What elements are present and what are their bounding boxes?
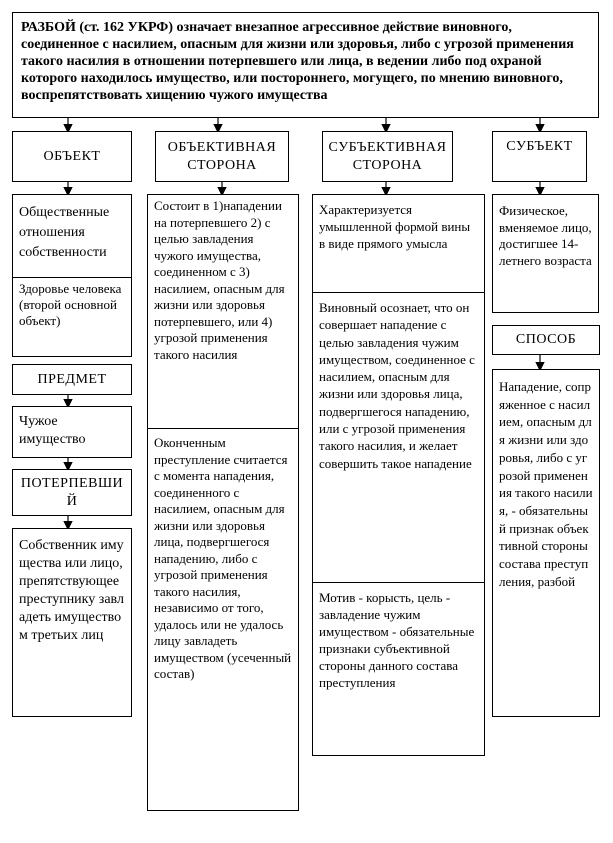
definition-text: РАЗБОЙ (ст. 162 УКРФ) означает внезапное агрессивное действие виновного, соединенное с насилием, опасным для жизни или здоровья, либо с угрозой применения такого насилия в отношении потерпевшего или лица, в ведении либо под охраной которого находилось имущество, или постороннего, могущего, по мнению виновного, воспрепятствовать хищению чужого имущества xyxy=(21,20,574,103)
victim-header xyxy=(12,469,132,516)
subject-content-box xyxy=(492,194,599,313)
objective-item-composition: Состоит в 1)нападении на потерпевшего 2) с целью завладения чужого имущества, соединенном с 3) насилием, опасным для жизни или здоровья потерпевшего, или 4) угрозой применения такого насилия xyxy=(154,198,285,362)
object-item-main: Общественные отношения собственности xyxy=(19,205,110,260)
subjective-item-guilt: Характеризуется умышленной формой вины в виде прямого умысла xyxy=(319,202,471,251)
definition-box xyxy=(12,12,599,118)
subjective-content-box xyxy=(312,194,485,756)
subject-header xyxy=(492,131,587,182)
method-text: Нападение, сопряженное с насилием, опасным для жизни или здоровья, либо с угрозой применения такого насилия, - обязательный признак объективной стороны состава преступления, разбой xyxy=(499,379,593,589)
object-item-second: Здоровье человека (второй основной объект) xyxy=(13,277,131,357)
item-text: Чужое имущество xyxy=(19,414,86,447)
method-header xyxy=(492,325,600,355)
objective-header xyxy=(155,131,289,182)
victim-title: ПОТЕРПЕВШИЙ xyxy=(20,475,124,509)
item-content-box xyxy=(12,406,132,458)
victim-content-box xyxy=(12,528,132,717)
subjective-header xyxy=(322,131,453,182)
object-header xyxy=(12,131,132,182)
subjective-item-motive: Мотив - корысть, цель - завладение чужим имуществом - обязательные признаки субъективной стороны данного состава преступления xyxy=(313,582,484,756)
subjective-title: СУБЪЕКТИВНАЯ СТОРОНА xyxy=(328,139,447,173)
object-title: ОБЪЕКТ xyxy=(43,148,101,164)
victim-text: Собственник имущества или лицо, препятствующее преступнику завладеть имуществом третьих лиц xyxy=(19,538,124,643)
subject-title: СУБЪЕКТ xyxy=(506,139,573,154)
objective-content-box xyxy=(147,194,299,811)
objective-title: ОБЪЕКТИВНАЯ СТОРОНА xyxy=(167,139,277,173)
objective-item-completion: Оконченным преступление считается с момента нападения, соединенного с насилием, опасным для жизни или здоровья лица, подвергшегося нападению, либо с угрозой применения такого насилия, независимо от того, удалось или не удалось лицу завладеть имуществом (усеченный состав) xyxy=(148,428,298,811)
object-content-box xyxy=(12,194,132,357)
method-content-box xyxy=(492,369,600,717)
subject-text: Физическое, вменяемое лицо, достигшее 14-летнего возраста xyxy=(499,203,592,268)
item-title: ПРЕДМЕТ xyxy=(37,371,107,387)
method-title: СПОСОБ xyxy=(515,332,577,347)
subjective-item-intent: Виновный осознает, что он совершает нападение с целью завладения чужим имуществом, соединенное с насилием, опасным для жизни или здоровья лица, подвергшегося нападению, или с угрозой применения такого насилия, и желает совершить такое нападение xyxy=(313,292,484,582)
item-header xyxy=(12,364,132,395)
